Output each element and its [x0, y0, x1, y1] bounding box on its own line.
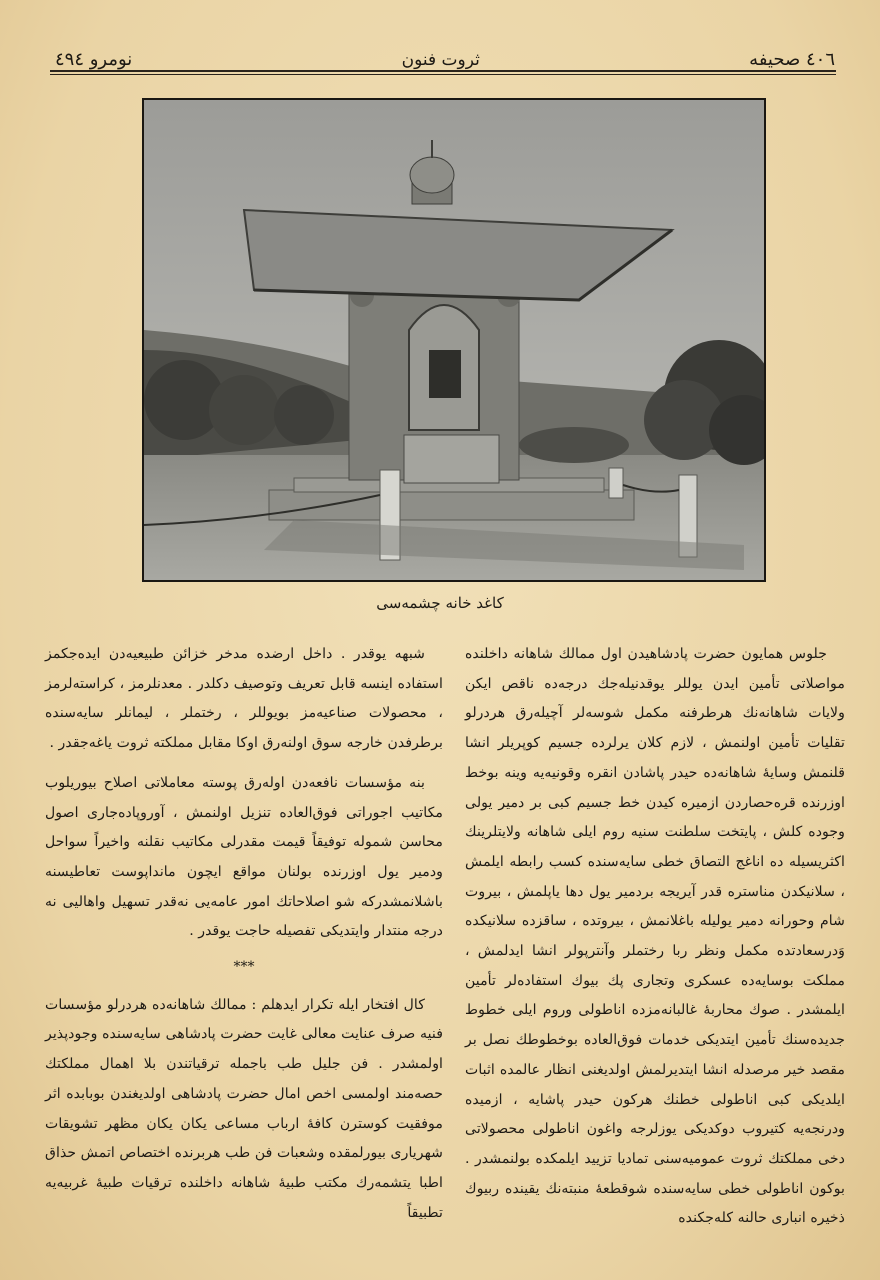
header-rule — [50, 70, 836, 75]
article-paragraph: جلوس همايون حضرت پادشاهيدن اول ممالك شاهانه داخلنده مواصلاتى تأمين ايدن يوللر يوقدنيله‌جك درجه‌ده ناقص ايكن ولايات شاهانه‌نك هرطرفنه مكمل شوسه‌لر آچيله‌رق هردرلو تقليات تأمين اولنمش ، لازم كلان يرلرده جسيم كوپريلر انشا قلنمش وسايهٔ شاهانه‌ده حيدر پاشادن انقره وقونيه‌يه وينه بوخط اوزرنده قره‌حصاردن ازميره كيدن خط جسيم كبى بر دمير يولى وجوده كلش ، پايتخت سلطنت سنيه روم ايلى شاهانه ولايتلرينك اكثريسيله ده اناغج التصاق خطى سايه‌سنده كسب رابطه ايلمش ، سلانيكدن مناستره قدر آيريجه بردمير يول دها ياپلمش ، بيروت شام وحورانه دمير يوليله باغلانمش ، بيروتده ، ساقزده سلانيكده وَدرسعادتده مكمل ونظر ربا رختملر وآنترپولر انشا ايدلمش ، مملكت بوسايه‌ده عسكرى وتجارى پك بيوك استفاده‌لر تأمين ايلمشدر . صوك محاربهٔ غالبانه‌مزده اناطولى وروم ايلى خطوط جديده‌سنك تأمين ايتديكى خدمات فوق‌العاده بوخطوطك نصل بر مقصد خير مرصدله انشا ايتديرلمش اولديغنى انظار عالمده اثبات ايلديكى كبى اناطولى خطنك هركون حيدر پاشايه ، ازميده ودرنجه‌يه كتيروب دوكديكى يوزلرجه واغون اناطولى محصولاتى دخى مملكتك ثروت عموميه‌سنى تماديا تزييد ايلمكده بولنمشدر . بوكون اناطولى خطى سايه‌سنده شوقطعهٔ منبته‌نك يقينده ربيوك ذخيره انبارى حالنه كله‌جكنده — [465, 646, 845, 1227]
text-column-left — [45, 640, 443, 1228]
section-separator: *** — [233, 959, 255, 976]
text-column-right — [465, 640, 845, 1234]
article-paragraph: كال افتخار ايله تكرار ايدهلم : ممالك شاهانه‌ده هردرلو مؤسسات فنيه صرف عنايت معالى غايت حضرت پادشاهى سايه‌سنده وجودپذير اولمشدر . فن جليل طب باجمله ترقياتندن بلا اهمال مملكتك حصه‌مند اولمسى اخص امال حضرت پادشاهى اولديغندن بوبابده اثر موفقيت كوسترن كافهٔ ارباب مساعى يكان يكان مظهر تشويقات شهريارى بيورلمقده وشعبات فن طب هربرنده اختصاص اتمش حذاق اطبا يتشمه‌رك مكتب طبيهٔ شاهانه داخلنده ترقيات طبيهٔ غربيه‌يه تطبيقاً — [45, 996, 443, 1221]
page-header — [55, 40, 835, 70]
article-paragraph: بنه مؤسسات نافعه‌دن اوله‌رق پوسته معاملاتى اصلاح بيوريلوب مكاتيب اجوراتى فوق‌العاده تنزيل اولنمش ، آوروپاده‌جارى اصول محاسن شموله توفيقاً قيمت مقدرلى مكاتيب نقلنه واخيراً سواحل ودمير يول اوزرنده بولنان مواقع ايچون مانداپوست تعاطيسنه باشلانمشدركه شو اصلاحاتك امور عامه‌يى نه‌قدر تسهيل واهاليى نه درجه منتدار وايتديكى تفصيله حاجت يوقدر . — [45, 774, 443, 940]
fountain-photograph — [142, 98, 766, 582]
article-paragraph: شبهه يوقدر . داخل ارضده مدخر خزائن طبيعيه‌دن ايده‌جكمز استفاده اينسه قابل تعريف وتوصيف دكلدر . معدنلرمز ، كراسته‌لرمز ، محصولات صناعيه‌مز بويوللر ، رختملر ، ليمانلر سايه‌سنده برطرفدن خارجه سوق اولنه‌رق اوكا مقابل مملكته ثروت ياغه‌جقدر . — [45, 646, 443, 752]
journal-title: ثروت فنون — [401, 50, 480, 70]
paragraph-gap — [45, 759, 443, 769]
fountain-photo-illustration — [144, 100, 764, 580]
issue-number: نومرو ٤٩٤ — [55, 49, 133, 70]
photo-caption: كاغد خانه چشمه‌سى — [376, 594, 504, 612]
page-number: ٤٠٦ صحيفه — [749, 49, 835, 70]
